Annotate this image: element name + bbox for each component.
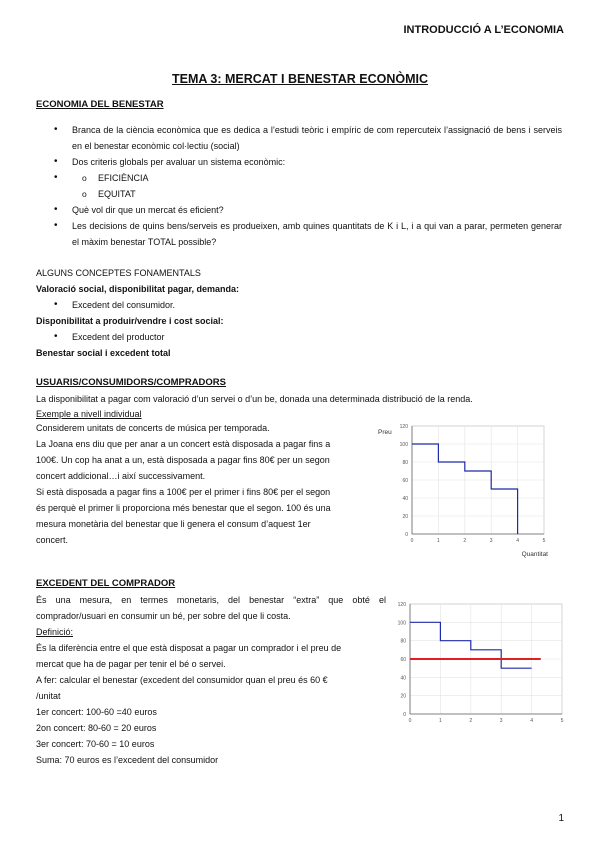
example-line: concert addicional…i així successivament. [36,471,206,481]
example-line: és perquè el primer li proporciona més benestar que el segon. 100 és una [36,503,331,513]
demand-list [72,297,175,313]
concepts-demand: Valoració social, disponibilitat pagar, demanda: [36,284,240,294]
example-line: concert. [36,535,69,545]
x-tick-label: 1 [439,718,442,724]
x-tick-label: 0 [408,718,412,724]
surplus-line: comprador/usuari en consumir un bé, per sobre del que li costa. [36,611,291,621]
example-line: 100€. Un cop ha anat a un, està disposada a pagar fins 80€ per un segon [36,455,330,465]
x-tick-label: 5 [542,538,546,544]
y-tick-label: 40 [402,496,408,502]
exercise-line: A fer: calcular el benestar (excedent del consumidor quan el preu és 60 € [36,675,328,685]
exercise-line: /unitat [36,691,61,701]
y-tick-label: 80 [402,460,408,466]
exercise-line: Suma: 70 euros es l’excedent del consumidor [36,755,219,765]
concepts-heading: ALGUNS CONCEPTES FONAMENTALS [36,268,201,278]
criteria-wrapper [72,170,562,202]
example-heading: Exemple a nivell individual [36,409,142,419]
surplus-line: És una mesura, en termes monetaris, del benestar “extra” que obté el [36,595,386,605]
y-tick-label: 20 [400,693,406,700]
definition-line: És la diferència entre el que està disposat a pagar un comprador i el preu de [36,643,342,653]
example-text [36,420,376,548]
criteria-list [72,170,562,202]
concepts-supply: Disponibilitat a produir/vendre i cost social: [36,316,224,326]
page-title: TEMA 3: MERCAT I BENESTAR ECONÒMIC [171,72,429,86]
supply-list [72,329,165,345]
concepts-total: Benestar social i excedent total [36,348,171,358]
supply-item: • Excedent del productor [72,329,165,345]
example-line: La Joana ens diu que per anar a un concert està disposada a pagar fins a [36,439,331,449]
x-tick-label: 3 [499,718,503,724]
y-tick-label: 0 [405,532,408,538]
y-tick-label: 60 [402,478,408,484]
x-tick-label: 2 [469,718,473,724]
surplus-text [36,592,386,768]
y-axis-label: Preu [378,429,392,436]
welfare-bullet-3: • Què vol dir que un mercat és eficient? [72,202,562,218]
demand-item: • Excedent del consumidor. [72,297,175,313]
y-tick-label: 120 [399,424,408,430]
y-tick-label: 80 [400,638,406,645]
definition-heading: Definició: [36,627,74,637]
x-tick-label: 4 [516,538,519,544]
demand-step-chart-1 [376,418,566,566]
example-line: mesura monetària del benestar que li genera el consum d’aquest 1er [36,519,311,529]
y-tick-label: 0 [403,712,406,718]
welfare-list [72,122,562,250]
users-heading: USUARIS/CONSUMIDORS/COMPRADORS [36,377,227,388]
y-tick-label: 120 [397,602,406,608]
welfare-heading: ECONOMIA DEL BENESTAR [36,99,164,110]
x-tick-label: 5 [560,718,564,724]
welfare-bullet-1: • Branca de la ciència econòmica que es dedica a l’estudi teòric i empíric de com repercuteix l’assignació de bens i serveis en el benestar econòmic col·lectiu (social) [72,122,562,154]
welfare-bullet-4: • Les decisions de quins bens/serveis es produeixen, amb quines quantitats de K i L, i a qui van a parar, permeten generar el màxim benestar TOTAL possible? [72,218,562,250]
x-tick-label: 2 [463,538,467,544]
x-tick-label: 0 [410,538,414,544]
y-tick-label: 100 [397,620,406,627]
x-tick-label: 3 [489,538,493,544]
x-tick-label: 4 [530,718,533,724]
exercise-line: 3er concert: 70-60 = 10 euros [36,739,155,749]
criteria-efficiency: o • EFICIÈNCIA [98,170,562,186]
demand-step-chart-2 [392,596,568,726]
definition-line: mercat que ha de pagar per tenir el bé o servei. [36,659,226,669]
example-line: Si està disposada a pagar fins a 100€ per el primer i fins 80€ per el segon [36,487,331,497]
criteria-equity: o EQUITAT [98,186,562,202]
welfare-bullet-2: • Dos criteris globals per avaluar un sistema econòmic: [72,154,562,170]
y-tick-label: 100 [399,442,408,448]
surplus-heading: EXCEDENT DEL COMPRADOR [36,578,176,589]
example-line: Considerem unitats de concerts de música per temporada. [36,423,270,433]
exercise-line: 2on concert: 80-60 = 20 euros [36,723,157,733]
running-header: INTRODUCCIÓ A L’ECONOMIA [403,24,564,36]
x-tick-label: 1 [437,538,440,544]
y-tick-label: 40 [400,675,406,682]
users-intro: La disponibilitat a pagar com valoració d’un servei o d’un be, donada una determinada distribució de la renda. [36,394,473,404]
exercise-line: 1er concert: 100-60 =40 euros [36,707,157,717]
x-axis-label: Quantitat [521,551,548,558]
y-tick-label: 20 [402,514,408,520]
y-tick-label: 60 [400,657,406,663]
page-number: 1 [558,813,564,824]
